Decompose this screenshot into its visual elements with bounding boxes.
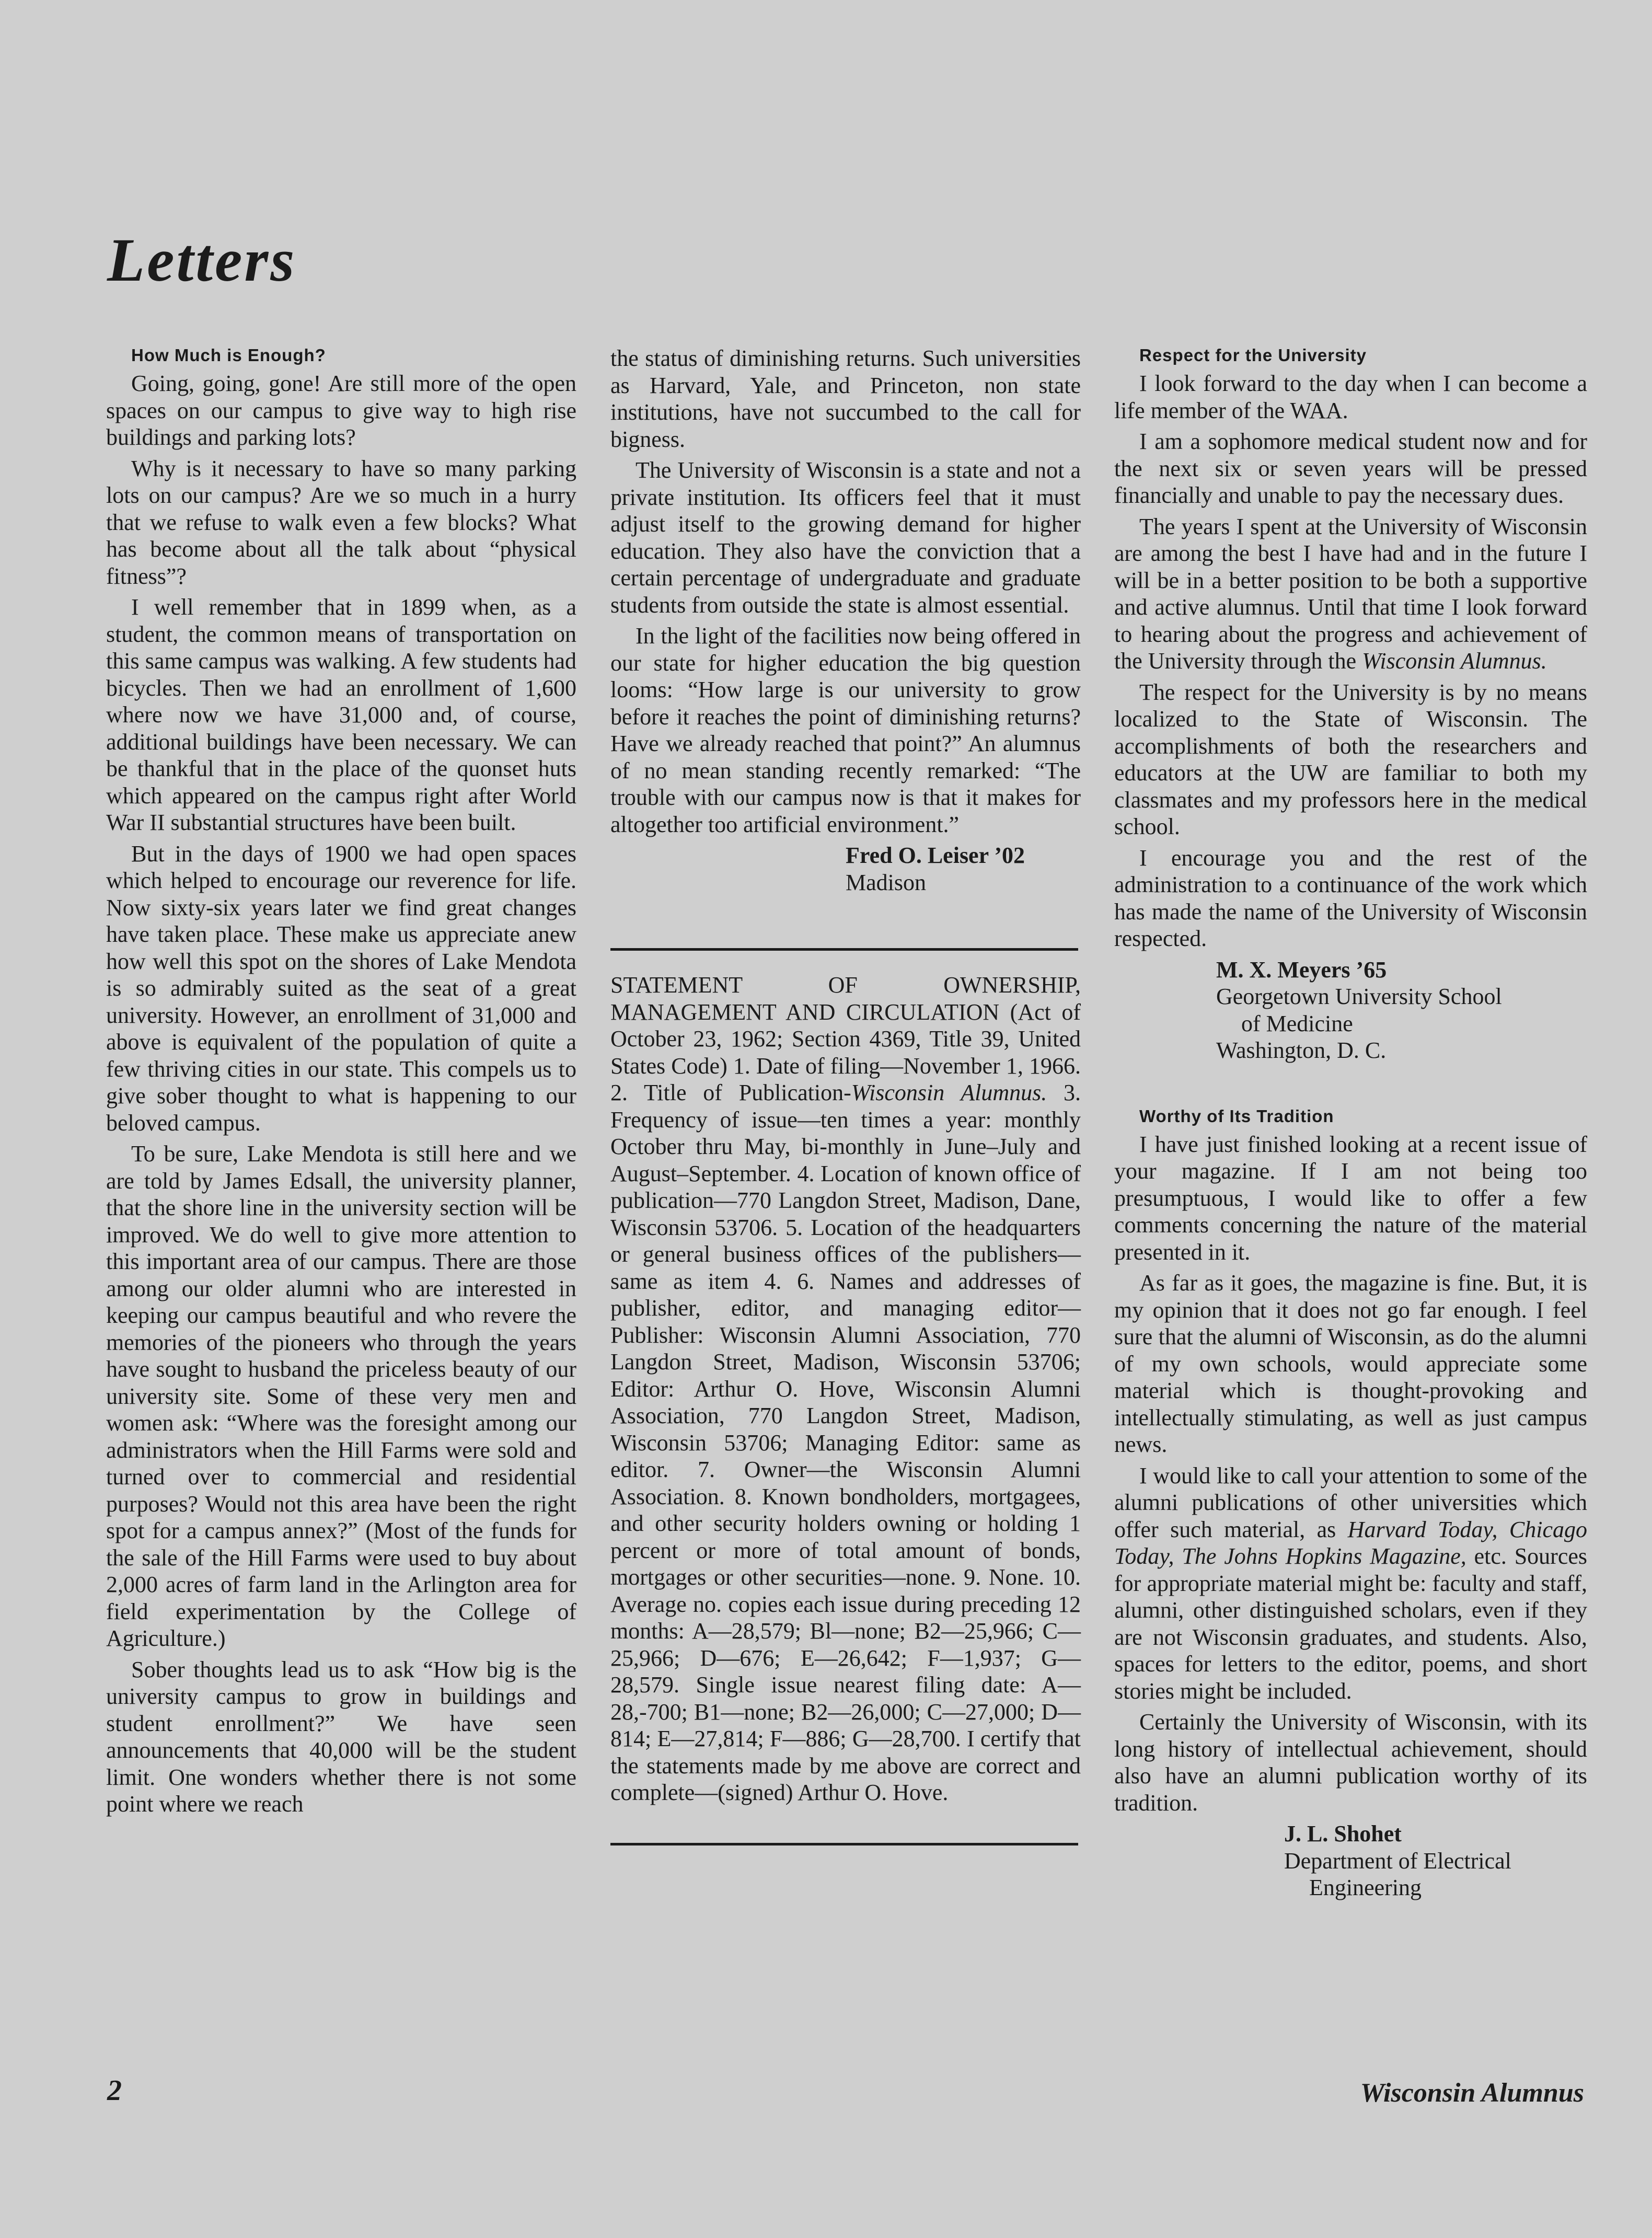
letter2-publication-title: Wisconsin Alumnus. [1362,648,1547,674]
signature-name: J. L. Shohet [1284,1821,1402,1847]
letter3-paragraph-1: I have just finished looking at a recent issue of your magazine. If I am not being too presumptuous, I would like to offer a few comments concerning the nature of the material presented in it. [1114,1131,1587,1265]
statement-text-2: 3. Frequency of issue—ten times a year: monthly October thru May, bi-monthly in June–July and August–September. 4. Location of known office of publication—770 Langdon Street, Madison, Dane, Wisconsin 53706. 5. Location of the headquarters or general business offices of the publishers—same as item 4. 6. Names and addresses of publisher, editor, and managing editor— Publisher: Wisconsin Alumni Association, 770 Langdon Street, Madison, Wisconsin 53706; Editor: Arthur O. Hove, Wisconsin Alumni Association, 770 Langdon Street, Madison, Wisconsin 53706; Managing Editor: same as editor. 7. Owner—the Wisconsin Alumni Association. 8. Known bondholders, mortgagees, and other security holders owning or holding 1 percent or more of total amount of bonds, mortgages or other securities—none. 9. None. 10. Average no. copies each issue during preceding 12 months: A—28,579; Bl—none; B2—25,966; C—25,966; D—676; E—26,642; F—1,937; G—28,579. Single issue nearest filing date: A—28,-700; B1—none; B2—26,000; C—27,000; D—814; E—27,814; F—886; G—28,700. I certify that the statements made by me above are correct and complete—(signed) Arthur O. Hove. [610,1080,1081,1805]
letter1-paragraph-2: Why is it necessary to have so many parking lots on our campus? Are we so much in a hurry that we refuse to walk even a few blocks? What has become about all the talk about “physical fitness”? [106,455,576,589]
publication-name: Wisconsin Alumnus [1360,2078,1584,2108]
letter1-paragraph-6: Sober thoughts lead us to ask “How big is the university campus to grow in buildings and student enrollment?” We have seen announcements that 40,000 will be the student limit. One wonders whether there is not some point where we reach [106,1656,576,1817]
signature-name: Fred O. Leiser ’02 [846,843,1025,868]
letter3-paragraph-4: Certainly the University of Wisconsin, with its long history of intellectual achievement, should also have an alumni publication worthy of its tradition. [1114,1709,1587,1816]
letter-heading-respect: Respect for the University [1139,345,1367,365]
page-number: 2 [107,2074,122,2107]
letter1-signature [610,842,1081,896]
divider-rule [610,1843,1078,1845]
letter1-paragraph-5: To be sure, Lake Mendota is still here and we are told by James Edsall, the university planner, that the shore line in the university section will be improved. We do well to give more attention to this important area of our campus. There are those among our older alumni who are interested in keeping our campus beautiful and who revere the memories of the pioneers who through the years have sought to husband the priceless beauty of our university site. Some of these very men and women ask: “Where was the foresight among our administrators when the Hill Farms were sold and turned over to commercial and residential purposes? Would not this area have been the right spot for a campus annex?” (Most of the funds for the sale of the Hill Farms were used to buy about 2,000 acres of farm land in the Arlington area for field experimentation by the College of Agriculture.) [106,1141,576,1651]
letter2-signature [1114,956,1587,1064]
signature-place: Madison [846,869,926,895]
letter-heading-worthy: Worthy of Its Tradition [1139,1106,1334,1126]
letter1-paragraph-4: But in the days of 1900 we had open spaces which helped to encourage our reverence for life. Now sixty-six years later we find great changes have taken place. These make us appreciate anew how well this spot on the shores of Lake Mendota is so admirably suited as the seat of a great university. However, an enrollment of 31,000 and above is equivalent of the population of quite a few thriving cities in our state. This compels us to give sober thought to what is happening to our beloved campus. [106,840,576,1136]
letter3-paragraph-2: As far as it goes, the magazine is fine. But, it is my opinion that it does not go far enough. I feel sure that the alumni of Wisconsin, as do the alumni of my own schools, would appreciate some material which is thought-provoking and intellectually stimulating, as well as just campus news. [1114,1270,1587,1457]
signature-line: of Medicine [1241,1010,1353,1036]
column-1 [106,345,576,1822]
signature-line: Washington, D. C. [1216,1037,1387,1063]
letter1-paragraph-3: I well remember that in 1899 when, as a student, the common means of transportation on this same campus was walking. A few students had bicycles. Then we had an enrollment of 1,600 where now we have 31,000 and, of course, additional buildings have been necessary. We can be thankful that in the place of the quonset huts which appeared on the campus right after World War II substantial structures have been built. [106,594,576,835]
letter2-paragraph-3-text: The years I spent at the University of Wisconsin are among the best I have had and in the future I will be in a better position to be both a supportive and active alumnus. Until that time I look forward to hearing about the progress and achievement of the University through the [1114,513,1587,674]
signature-line: Engineering [1309,1875,1422,1900]
letter2-paragraph-3 [1114,513,1587,675]
column-3 [1114,345,1587,1901]
letter3-paragraph-3-text-b: etc. Sources for appropriate material might be: faculty and staff, alumni, other distinguished scholars, even if they are not Wisconsin graduates, and students. Also, spaces for letters to the editor, poems, and short stories might be included. [1114,1543,1587,1704]
letter-heading-how-much: How Much is Enough? [131,345,326,365]
letter2-paragraph-5: I encourage you and the rest of the administration to a continuance of the work which has made the name of the University of Wisconsin respected. [1114,845,1587,951]
signature-name: M. X. Meyers ’65 [1216,956,1387,983]
divider-rule [610,948,1078,951]
statement-text-1: STATEMENT OF OWNERSHIP, MANAGEMENT AND CIRCULATION (Act of October 23, 1962; Section 4369, Title 39, United States Code) 1. Date of filing—November 1, 1966. 2. Title of Publication- [610,972,1081,1105]
signature-line: Georgetown University School [1216,984,1502,1009]
letter1-paragraph-1: Going, going, gone! Are still more of the open spaces on our campus to give way to high rise buildings and parking lots? [106,371,576,450]
letter3-paragraph-3 [1114,1462,1587,1705]
letter1-paragraph-9: In the light of the facilities now being offered in our state for higher education the big question looms: “How large is our university to grow before it reaches the point of diminishing returns? Have we already reached that point?” An alumnus of no mean standing recently remarked: “The trouble with our campus now is that it makes for altogether too artificial environment.” [610,623,1081,837]
statement-publication-title: Wisconsin Alumnus. [851,1080,1047,1105]
letter2-paragraph-2: I am a sophomore medical student now and for the next six or seven years will be pressed financially and unable to pay the necessary dues. [1114,429,1587,508]
letter3-paragraph-3-text-a: I would like to call your attention to some of the alumni publications of other universities which offer such material, as [1114,1462,1587,1542]
signature-line: Department of Electrical [1284,1848,1511,1874]
page-title: Letters [107,226,297,294]
letter1-paragraph-7: the status of diminishing returns. Such universities as Harvard, Yale, and Princeton, non state institutions, have not succumbed to the call for bigness. [610,345,1081,452]
statement-of-ownership [610,972,1081,1806]
letter2-paragraph-4: The respect for the University is by no means localized to the State of Wisconsin. The accomplishments of both the researchers and educators at the UW are familiar to both my classmates and my professors here in the medical school. [1114,679,1587,839]
letter3-publication-titles: Harvard Today, Chicago Today, The Johns Hopkins Magazine, [1114,1516,1587,1569]
letter3-signature [1114,1820,1587,1901]
letter2-paragraph-1: I look forward to the day when I can become a life member of the WAA. [1114,371,1587,423]
column-2 [610,345,1081,1845]
letter1-paragraph-8: The University of Wisconsin is a state and not a private institution. Its officers feel that it must adjust itself to the growing demand for higher education. They also have the conviction that a certain percentage of undergraduate and graduate students from outside the state is almost essential. [610,457,1081,618]
